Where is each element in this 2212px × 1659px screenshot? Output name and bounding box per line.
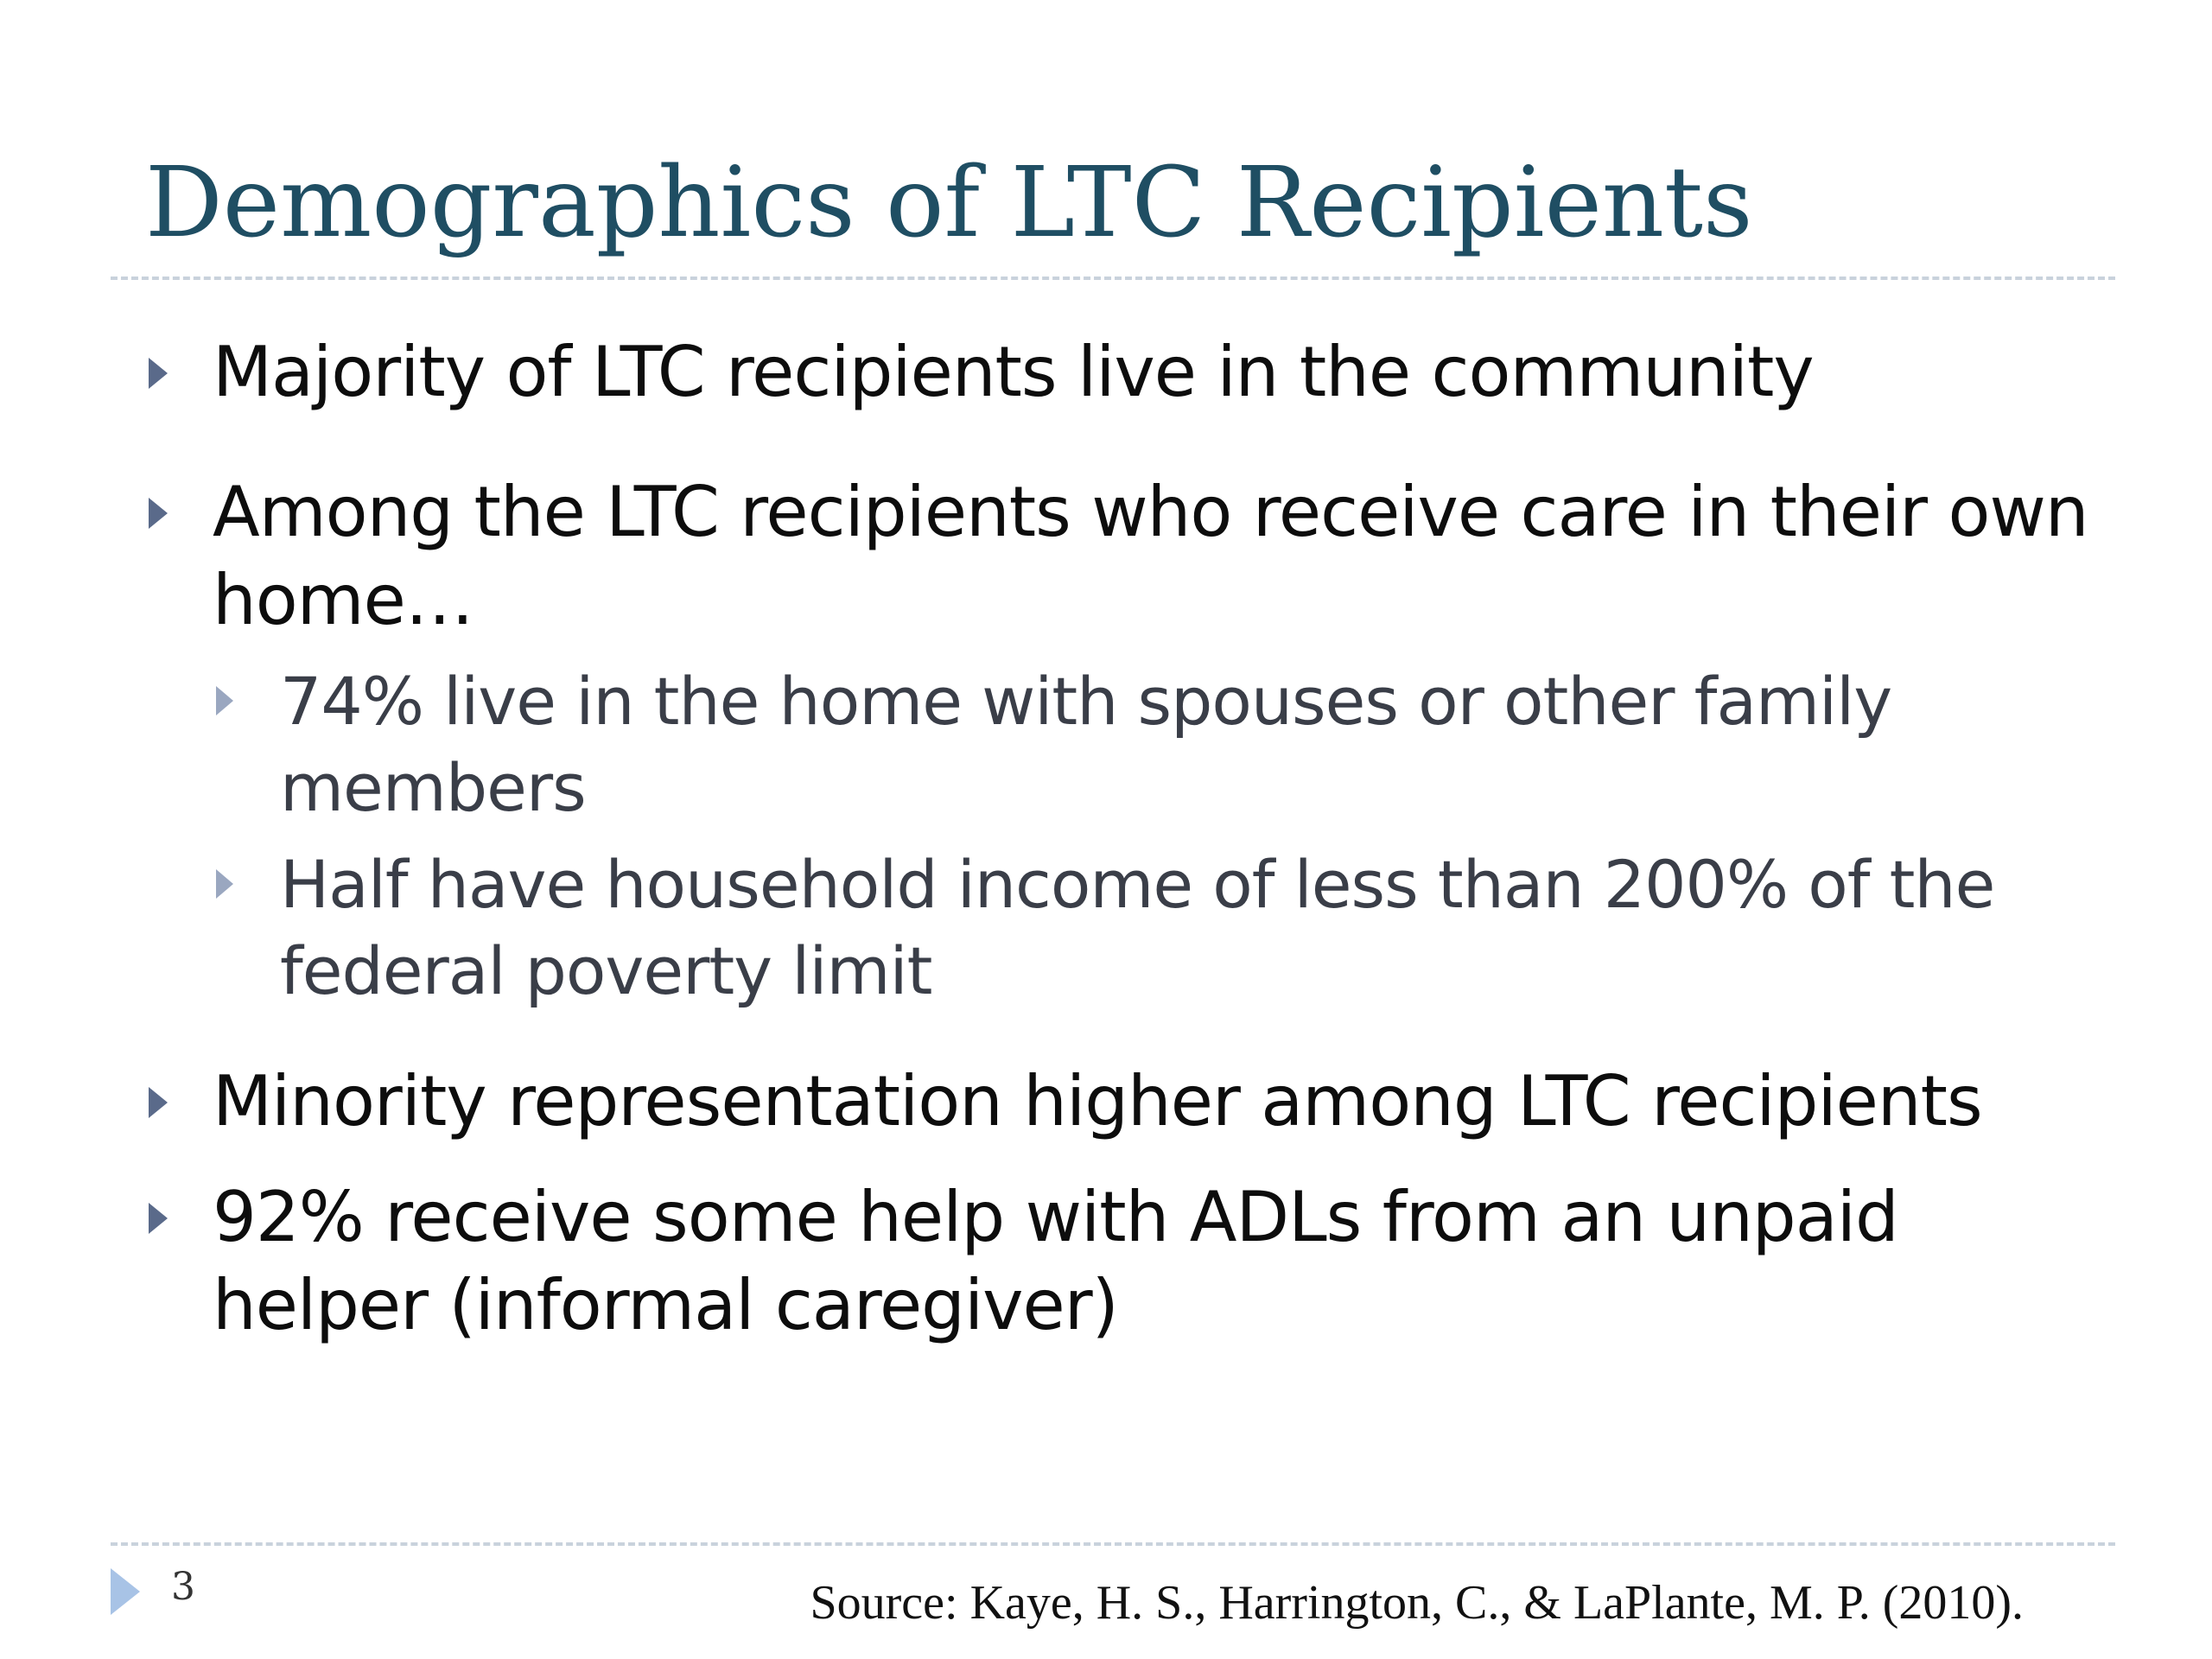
page-number: 3 bbox=[171, 1565, 195, 1609]
footer-arrow-icon bbox=[111, 1568, 140, 1615]
title-divider bbox=[111, 276, 2115, 280]
slide-title: Demographics of LTC Recipients bbox=[145, 147, 1753, 259]
bullet-item bbox=[145, 1058, 2133, 1146]
bullet-arrow-icon bbox=[149, 358, 168, 389]
bullet-text: Majority of LTC recipients live in the community bbox=[213, 332, 1814, 412]
sub-bullet-item bbox=[213, 842, 2133, 1014]
bullet-item bbox=[145, 468, 2133, 645]
bullet-item bbox=[145, 1173, 2133, 1350]
footer-divider bbox=[111, 1542, 2115, 1546]
bullet-arrow-icon bbox=[149, 1087, 168, 1118]
bullet-text: Minority representation higher among LTC recipients bbox=[213, 1061, 1982, 1141]
sub-bullet-text: Half have household income of less than 200% of the federal poverty limit bbox=[280, 846, 1995, 1009]
bullet-arrow-icon bbox=[149, 498, 168, 529]
sub-bullet-arrow-icon bbox=[216, 869, 233, 899]
sub-bullet-arrow-icon bbox=[216, 686, 233, 715]
sub-bullet-item bbox=[213, 658, 2133, 831]
bullet-text: Among the LTC recipients who receive care in their own home… bbox=[213, 472, 2088, 640]
bullet-list bbox=[145, 328, 2133, 1350]
bullet-arrow-icon bbox=[149, 1203, 168, 1234]
source-citation: Source: Kaye, H. S., Harrington, C., & LaPlante, M. P. (2010). bbox=[810, 1576, 2024, 1630]
sub-bullet-text: 74% live in the home with spouses or other family members bbox=[280, 663, 1892, 826]
bullet-item bbox=[145, 328, 2133, 416]
bullet-text: 92% receive some help with ADLs from an unpaid helper (informal caregiver) bbox=[213, 1177, 1898, 1345]
